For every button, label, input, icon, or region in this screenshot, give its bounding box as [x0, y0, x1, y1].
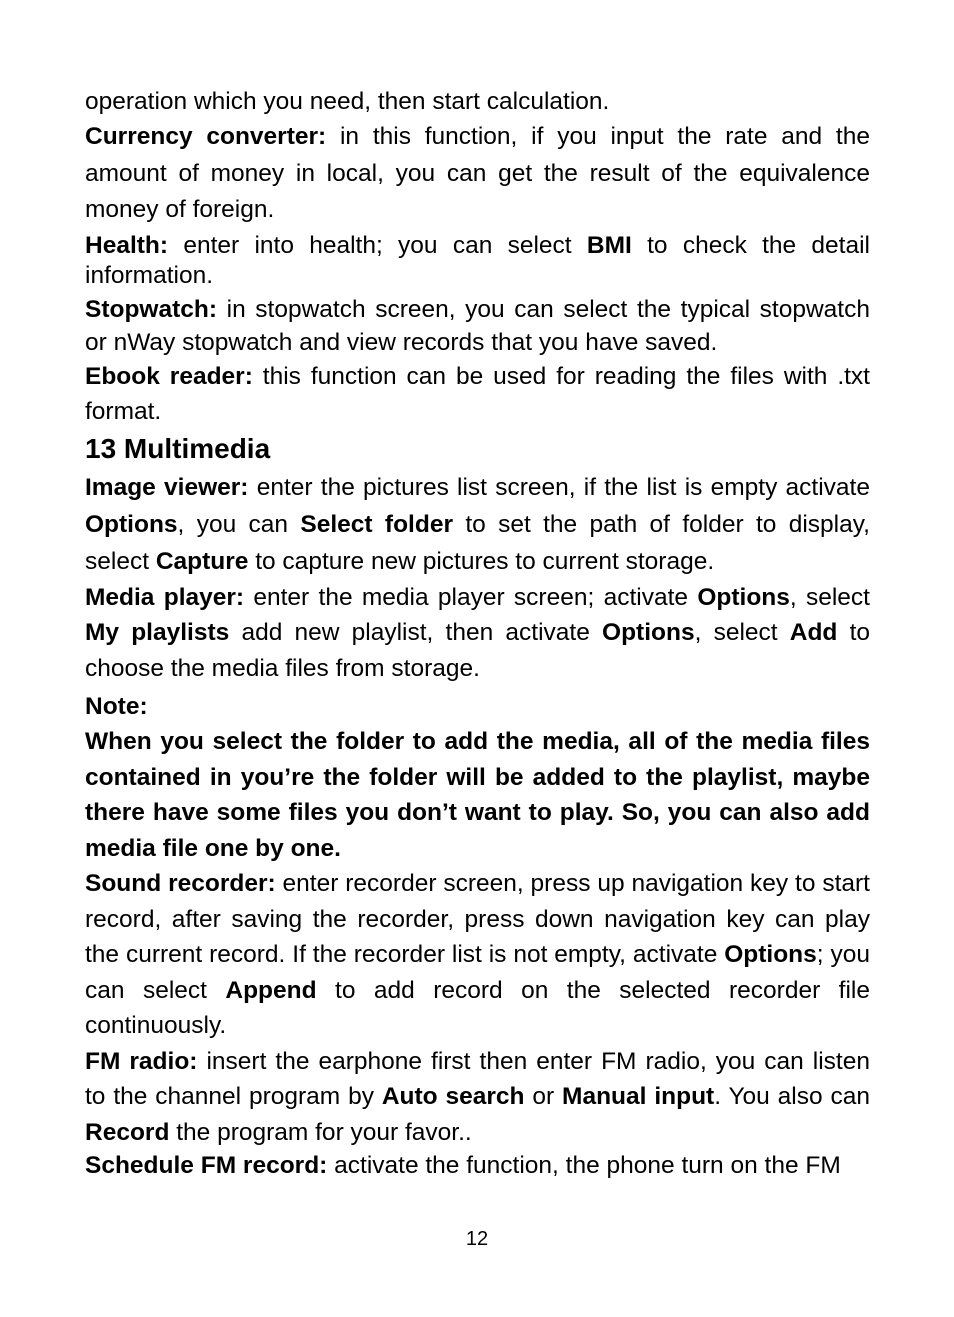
currency-converter-text: in this function, if you input the rate and the amount of money in local, you can get the result of the equivalence money of foreign.	[85, 123, 870, 223]
image-viewer-select-folder: Select folder	[300, 510, 453, 538]
fm-radio-text-1: insert the earphone first then enter FM radio, you can listen to the channel program by	[85, 1047, 870, 1110]
schedule-fm-record-text: activate the function, the phone turn on the FM	[327, 1152, 841, 1179]
calculator-tail-text: operation which you need, then start calculation.	[85, 88, 610, 115]
stopwatch-text: in stopwatch screen, you can select the typical stopwatch or nWay stopwatch and view records that you have saved.	[85, 295, 870, 356]
image-viewer-text-3: to set the path of folder to display, select	[85, 510, 870, 575]
media-player-my-playlists: My playlists	[85, 619, 230, 646]
paragraph-schedule-fm-record	[85, 1150, 870, 1182]
media-player-text-3: add new playlist, then activate	[229, 619, 603, 646]
fm-radio-text-4: the program for your favor..	[169, 1118, 472, 1146]
stopwatch-lead: Stopwatch:	[85, 295, 218, 323]
fm-radio-text-3: . You also can	[714, 1083, 871, 1110]
note-label: Note:	[85, 693, 148, 720]
media-player-text-1: enter the media player screen; activate	[244, 583, 698, 611]
schedule-fm-record-lead: Schedule FM record:	[85, 1152, 328, 1179]
paragraph-ebook-reader	[85, 359, 870, 429]
media-player-text-4: , select	[694, 619, 790, 646]
image-viewer-lead: Image viewer:	[85, 473, 249, 501]
paragraph-currency-converter	[85, 119, 870, 229]
health-text-2: to check the detail information.	[85, 231, 870, 289]
image-viewer-text-1: enter the pictures list screen, if the list is empty activate	[248, 473, 870, 501]
paragraph-fm-radio	[85, 1044, 870, 1151]
note-text: When you select the folder to add the media, all of the media files contained in you’re the folder will be added to the playlist, maybe there have some files you don’t want to play. So, you can also add media file one by one.	[85, 728, 870, 862]
sound-recorder-text-3: to add record on the selected recorder file continuously.	[85, 976, 870, 1039]
image-viewer-options: Options	[85, 510, 178, 538]
health-lead: Health:	[85, 231, 169, 259]
media-player-options: Options	[697, 583, 790, 611]
page-content	[85, 84, 870, 1182]
fm-radio-auto-search: Auto search	[381, 1083, 525, 1110]
image-viewer-text-2: , you can	[177, 510, 301, 538]
image-viewer-capture: Capture	[155, 547, 249, 575]
image-viewer-text-4: to capture new pictures to current storage.	[248, 547, 715, 575]
fm-radio-lead: FM radio:	[85, 1047, 198, 1075]
sound-recorder-lead: Sound recorder:	[85, 870, 276, 897]
health-text-1: enter into health; you can select	[168, 231, 587, 259]
media-player-text-2: , select	[789, 583, 870, 611]
media-player-lead: Media player:	[85, 583, 245, 611]
paragraph-stopwatch	[85, 293, 870, 359]
sound-recorder-text-1: enter recorder screen, press up navigation key to start record, after saving the recorder, press down navigation key can play the current record. If the recorder list is not empty, activate	[85, 870, 870, 968]
fm-radio-record: Record	[85, 1118, 170, 1146]
paragraph-health	[85, 231, 870, 291]
media-player-add: Add	[789, 619, 838, 646]
sound-recorder-text-2: ; you can select	[85, 941, 870, 1004]
paragraph-sound-recorder	[85, 866, 870, 1044]
page-number: 12	[465, 1228, 489, 1250]
fm-radio-text-2: or	[524, 1083, 563, 1110]
currency-converter-lead: Currency converter:	[85, 123, 327, 150]
paragraph-image-viewer	[85, 469, 870, 580]
fm-radio-manual-input: Manual input	[562, 1083, 715, 1110]
paragraph-calculator-tail	[85, 84, 870, 119]
health-bmi: BMI	[586, 231, 632, 259]
sound-recorder-append: Append	[225, 976, 317, 1004]
section-heading: 13 Multimedia	[85, 432, 271, 464]
media-player-options-2: Options	[602, 619, 695, 646]
paragraph-media-player	[85, 580, 870, 687]
sound-recorder-options: Options	[724, 941, 817, 968]
ebook-reader-text: this function can be used for reading the files with .txt format.	[85, 362, 870, 425]
ebook-reader-lead: Ebook reader:	[85, 362, 253, 390]
media-player-text-5: to choose the media files from storage.	[85, 619, 871, 682]
